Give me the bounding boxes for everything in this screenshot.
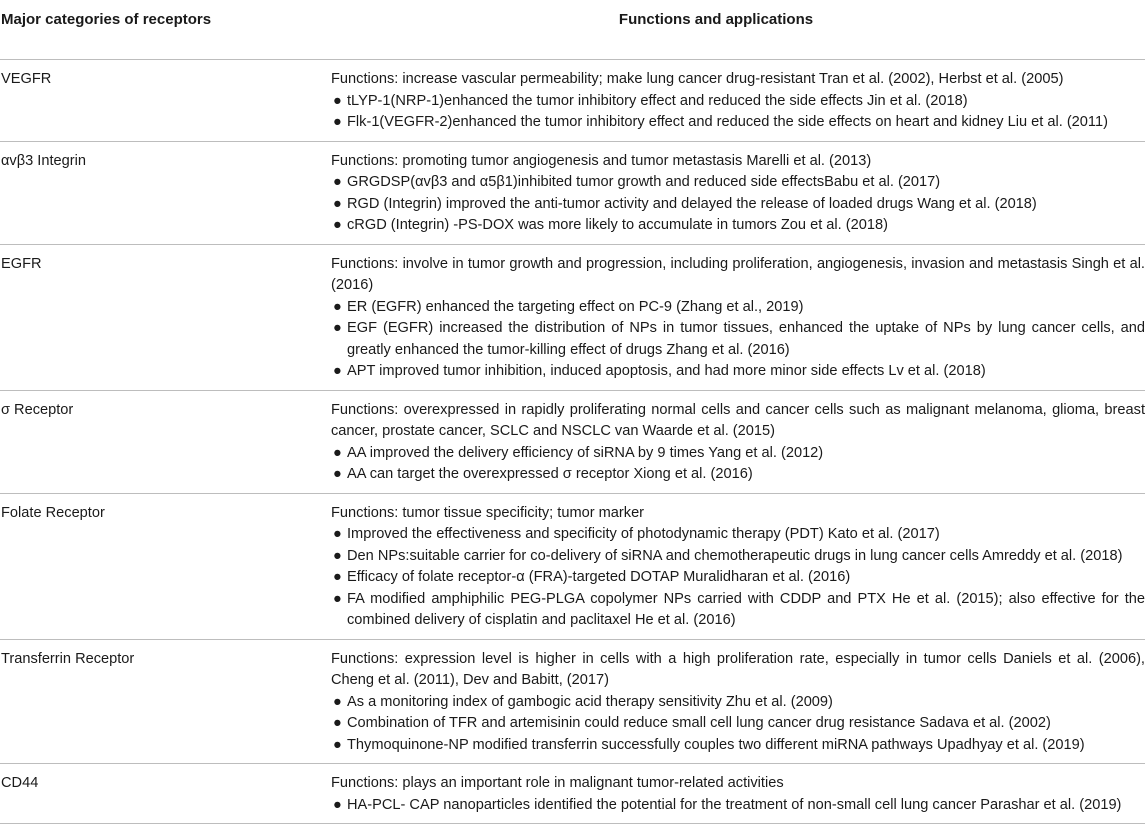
list-item-text: tLYP-1(NRP-1)enhanced the tumor inhibitory effect and reduced the side effects Jin et al. (2018) bbox=[347, 92, 968, 109]
bullet-icon: ● bbox=[333, 444, 342, 461]
functions-cell bbox=[331, 60, 1145, 141]
functions-text: Functions: plays an important role in malignant tumor-related activities bbox=[331, 775, 784, 791]
list-item bbox=[331, 589, 1145, 632]
table-header bbox=[0, 0, 1145, 60]
functions-text: Functions: expression level is higher in cells with a high proliferation rate, especially in tumor cells Daniels et al. (2006), Cheng et al. (2011), Dev and Babitt, (2017) bbox=[331, 650, 1145, 688]
functions-text: Functions: tumor tissue specificity; tumor marker bbox=[331, 504, 645, 521]
list-item bbox=[331, 91, 1145, 113]
list-item bbox=[331, 318, 1145, 361]
table-row bbox=[0, 764, 1145, 824]
bullet-icon: ● bbox=[333, 298, 342, 315]
table-row bbox=[0, 245, 1145, 391]
receptor-category: Folate Receptor bbox=[1, 504, 105, 521]
applications-list bbox=[331, 524, 1145, 632]
bullet-icon: ● bbox=[333, 363, 342, 379]
list-item bbox=[331, 297, 1145, 319]
list-item bbox=[331, 194, 1145, 216]
list-item-text: Efficacy of folate receptor-α (FRA)-targeted DOTAP Muralidharan et al. (2016) bbox=[347, 569, 851, 585]
header-category: Major categories of receptors bbox=[1, 11, 212, 28]
functions-text: Functions: involve in tumor growth and progression, including proliferation, angiogenesis, invasion and metastasis Singh et al. (2016) bbox=[331, 255, 1145, 293]
list-item-text: FA modified amphiphilic PEG-PLGA copolymer NPs carried with CDDP and PTX He et al. (2015); also effective for the combined delivery of cisplatin and paclitaxel He et al. (2016) bbox=[347, 590, 1145, 628]
list-item-text: GRGDSP(αvβ3 and α5β1)inhibited tumor growth and reduced side effectsBabu et al. (2017) bbox=[347, 174, 941, 190]
functions-text: Functions: overexpressed in rapidly proliferating normal cells and cancer cells such as malignant melanoma, glioma, breast cancer, prostate cancer, SCLC and NSCLC van Waarde et al. (2015) bbox=[331, 401, 1145, 439]
functions-cell bbox=[331, 764, 1145, 823]
bullet-icon: ● bbox=[333, 320, 342, 336]
applications-list bbox=[331, 443, 1145, 486]
bullet-icon: ● bbox=[333, 693, 342, 710]
list-item-text: Flk-1(VEGFR-2)enhanced the tumor inhibitory effect and reduced the side effects on heart and kidney Liu et al. (2011) bbox=[347, 114, 1108, 130]
list-item-text: Improved the effectiveness and specificity of photodynamic therapy (PDT) Kato et al. (2017) bbox=[347, 526, 940, 542]
table-row bbox=[0, 60, 1145, 142]
list-item bbox=[331, 215, 1145, 237]
list-item bbox=[331, 567, 1145, 589]
list-item-text: AA improved the delivery efficiency of siRNA by 9 times Yang et al. (2012) bbox=[347, 444, 824, 461]
bullet-icon: ● bbox=[333, 715, 342, 731]
receptor-category: VEGFR bbox=[1, 71, 52, 87]
list-item-text: As a monitoring index of gambogic acid therapy sensitivity Zhu et al. (2009) bbox=[347, 693, 833, 710]
bullet-icon: ● bbox=[333, 174, 342, 190]
list-item-text: HA-PCL- CAP nanoparticles identified the potential for the treatment of non-small cell lung cancer Parashar et al. (2019) bbox=[347, 796, 1122, 813]
functions-cell bbox=[331, 391, 1145, 493]
applications-list bbox=[331, 297, 1145, 383]
functions-cell bbox=[331, 142, 1145, 244]
bullet-icon: ● bbox=[333, 92, 342, 109]
bullet-icon: ● bbox=[333, 736, 342, 753]
functions-cell bbox=[331, 640, 1145, 764]
applications-list bbox=[331, 172, 1145, 237]
functions-cell bbox=[331, 245, 1145, 390]
list-item-text: Den NPs:suitable carrier for co-delivery of siRNA and chemotherapeutic drugs in lung cancer cells Amreddy et al. (2018) bbox=[347, 547, 1123, 564]
list-item bbox=[331, 464, 1145, 486]
list-item-text: cRGD (Integrin) -PS-DOX was more likely to accumulate in tumors Zou et al. (2018) bbox=[347, 217, 888, 233]
list-item-text: APT improved tumor inhibition, induced apoptosis, and had more minor side effects Lv et al. (2018) bbox=[347, 363, 986, 379]
list-item bbox=[331, 692, 1145, 714]
list-item-text: Thymoquinone-NP modified transferrin successfully couples two different miRNA pathways Upadhyay et al. (2019) bbox=[347, 736, 1085, 753]
list-item bbox=[331, 172, 1145, 194]
list-item bbox=[331, 524, 1145, 546]
bullet-icon: ● bbox=[333, 526, 342, 542]
bullet-icon: ● bbox=[333, 466, 342, 482]
bullet-icon: ● bbox=[333, 114, 342, 130]
receptor-category: EGFR bbox=[1, 255, 42, 272]
list-item bbox=[331, 361, 1145, 383]
applications-list bbox=[331, 795, 1145, 817]
list-item bbox=[331, 443, 1145, 465]
list-item-text: ER (EGFR) enhanced the targeting effect on PC-9 (Zhang et al., 2019) bbox=[347, 298, 804, 315]
bullet-icon: ● bbox=[333, 547, 342, 564]
applications-list bbox=[331, 692, 1145, 757]
list-item bbox=[331, 735, 1145, 757]
list-item-text: EGF (EGFR) increased the distribution of NPs in tumor tissues, enhanced the uptake of NPs by lung cancer cells, and greatly enhanced the tumor-killing effect of drugs Zhang et al. (2016) bbox=[347, 320, 1145, 358]
receptor-category: CD44 bbox=[1, 775, 39, 791]
receptor-category: Transferrin Receptor bbox=[1, 650, 135, 667]
table-row bbox=[0, 391, 1145, 494]
bullet-icon: ● bbox=[333, 796, 342, 813]
list-item bbox=[331, 795, 1145, 817]
table-row bbox=[0, 142, 1145, 245]
receptor-category: αvβ3 Integrin bbox=[1, 152, 86, 169]
list-item-text: AA can target the overexpressed σ receptor Xiong et al. (2016) bbox=[347, 466, 753, 482]
bullet-icon: ● bbox=[333, 569, 342, 585]
header-functions: Functions and applications bbox=[618, 11, 814, 28]
bullet-icon: ● bbox=[333, 590, 342, 607]
list-item bbox=[331, 112, 1145, 134]
table-row bbox=[0, 640, 1145, 765]
table-body bbox=[0, 60, 1145, 824]
functions-cell bbox=[331, 494, 1145, 639]
receptor-category: σ Receptor bbox=[1, 401, 74, 418]
applications-list bbox=[331, 91, 1145, 134]
list-item bbox=[331, 546, 1145, 568]
bullet-icon: ● bbox=[333, 195, 342, 212]
list-item-text: Combination of TFR and artemisinin could reduce small cell lung cancer drug resistance Sadava et al. (2002) bbox=[347, 715, 1051, 731]
table-row bbox=[0, 494, 1145, 640]
bullet-icon: ● bbox=[333, 217, 342, 233]
list-item-text: RGD (Integrin) improved the anti-tumor activity and delayed the release of loaded drugs Wang et al. (2018) bbox=[347, 195, 1037, 212]
list-item bbox=[331, 713, 1145, 735]
functions-text: Functions: promoting tumor angiogenesis and tumor metastasis Marelli et al. (2013) bbox=[331, 152, 872, 169]
functions-text: Functions: increase vascular permeability; make lung cancer drug-resistant Tran et al. (2002), Herbst et al. (2005) bbox=[331, 71, 1064, 87]
